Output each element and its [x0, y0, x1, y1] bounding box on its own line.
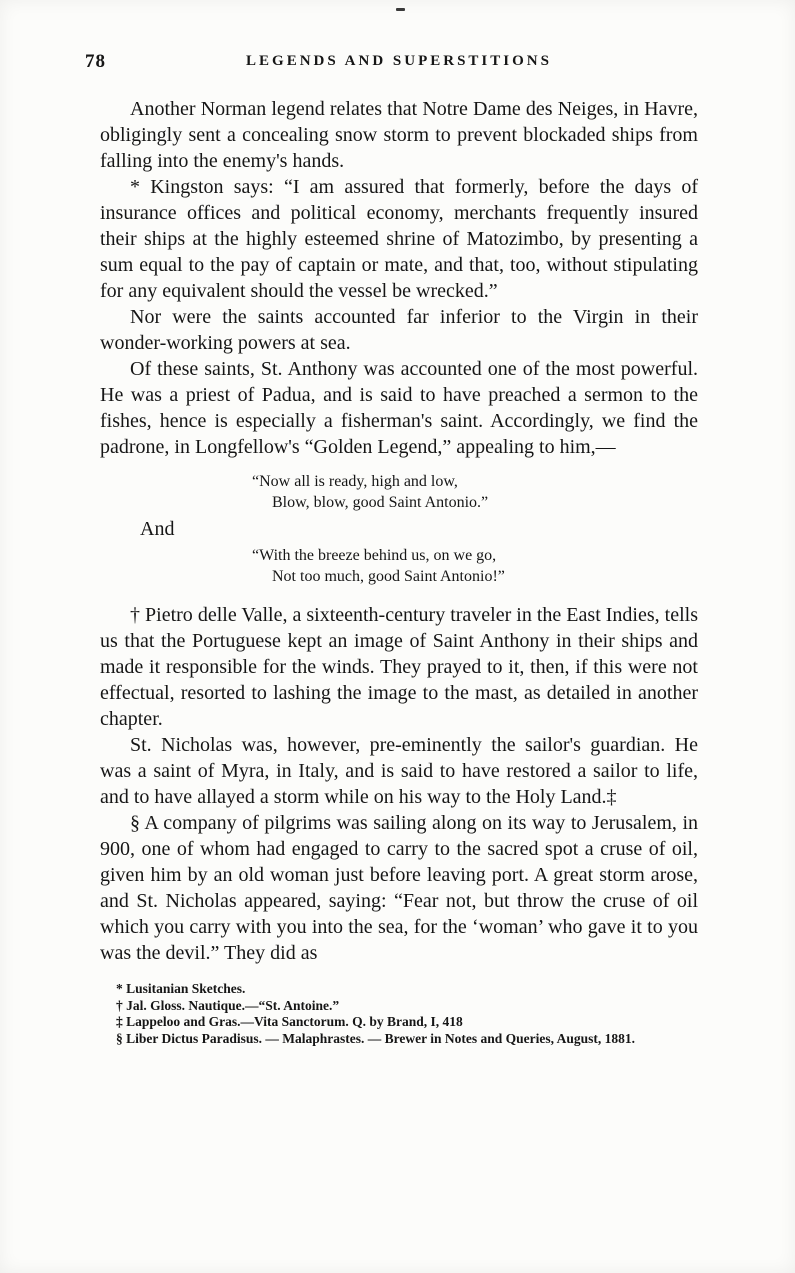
running-header: LEGENDS AND SUPERSTITIONS [246, 53, 552, 69]
verse-quote-1 [252, 471, 698, 513]
paragraph-pilgrims: § A company of pilgrims was sailing along on its way to Jerusalem, in 900, one of whom had engaged to carry to the sacred spot a cruse of oil, given him by an old woman just before leaving port. A great storm arose, and St. Nicholas appeared, saying: “Fear not, but throw the cruse of oil which you carry with you into the sea, for the ‘woman’ who gave it to you was the devil.” They did as [100, 812, 698, 964]
page-header [85, 50, 698, 76]
page-number: 78 [85, 51, 106, 72]
paragraph-saints-virgin: Nor were the saints accounted far inferior to the Virgin in their wonder-working powers at sea. [100, 306, 698, 354]
footnote-double-dagger: ‡ Lappeloo and Gras.—Vita Sanctorum. Q. by Brand, I, 418 [116, 1014, 463, 1029]
paragraph-norman-legend: Another Norman legend relates that Notre Dame des Neiges, in Havre, obligingly sent a concealing snow storm to prevent blockaded ships from falling into the enemy's hands. [100, 98, 698, 172]
paragraph-pietro-delle-valle: † Pietro delle Valle, a sixteenth-century traveler in the East Indies, tells us that the Portuguese kept an image of Saint Anthony in their ships and made it responsible for the winds. They prayed to it, then, if this were not effectual, resorted to lashing the image to the mast, as detailed in another chapter. [100, 604, 698, 730]
paragraph-st-nicholas: St. Nicholas was, however, pre-eminently the sailor's guardian. He was a saint of Myra, in Italy, and is said to have restored a sailor to life, and to have allayed a storm while on his way to the Holy Land.‡ [100, 734, 698, 808]
paragraph-st-anthony: Of these saints, St. Anthony was accounted one of the most powerful. He was a priest of Padua, and is said to have preached a sermon to the fishes, hence is especially a fisherman's saint. Accordingly, we find the padrone, in Longfellow's “Golden Legend,” appealing to him,— [100, 358, 698, 458]
page-body [100, 96, 698, 966]
footnote-section: § Liber Dictus Paradisus. — Malaphrastes. — Brewer in Notes and Queries, August, 1881. [116, 1030, 636, 1046]
footnote-dagger: † Jal. Gloss. Nautique.—“St. Antoine.” [116, 997, 340, 1013]
footnote-asterisk: * Lusitanian Sketches. [116, 981, 246, 996]
verse-line: Blow, blow, good Saint Antonio.” [272, 494, 489, 511]
scan-artifact [396, 8, 405, 11]
footnotes [100, 981, 698, 1047]
verse-line: “With the breeze behind us, on we go, [252, 547, 497, 564]
verse-line: “Now all is ready, high and low, [252, 473, 458, 490]
paragraph-kingston-quote: * Kingston says: “I am assured that formerly, before the days of insurance offices and political economy, merchants frequently insured their ships at the highly esteemed shrine of Matozimbo, by presenting a sum equal to the pay of captain or mate, and that, too, without stipulating for any equivalent should the vessel be wrecked.” [100, 176, 698, 302]
verse-quote-2 [252, 545, 698, 587]
verse-block [140, 471, 698, 587]
verse-line: Not too much, good Saint Antonio!” [272, 568, 505, 585]
verse-connector: And [140, 518, 175, 540]
